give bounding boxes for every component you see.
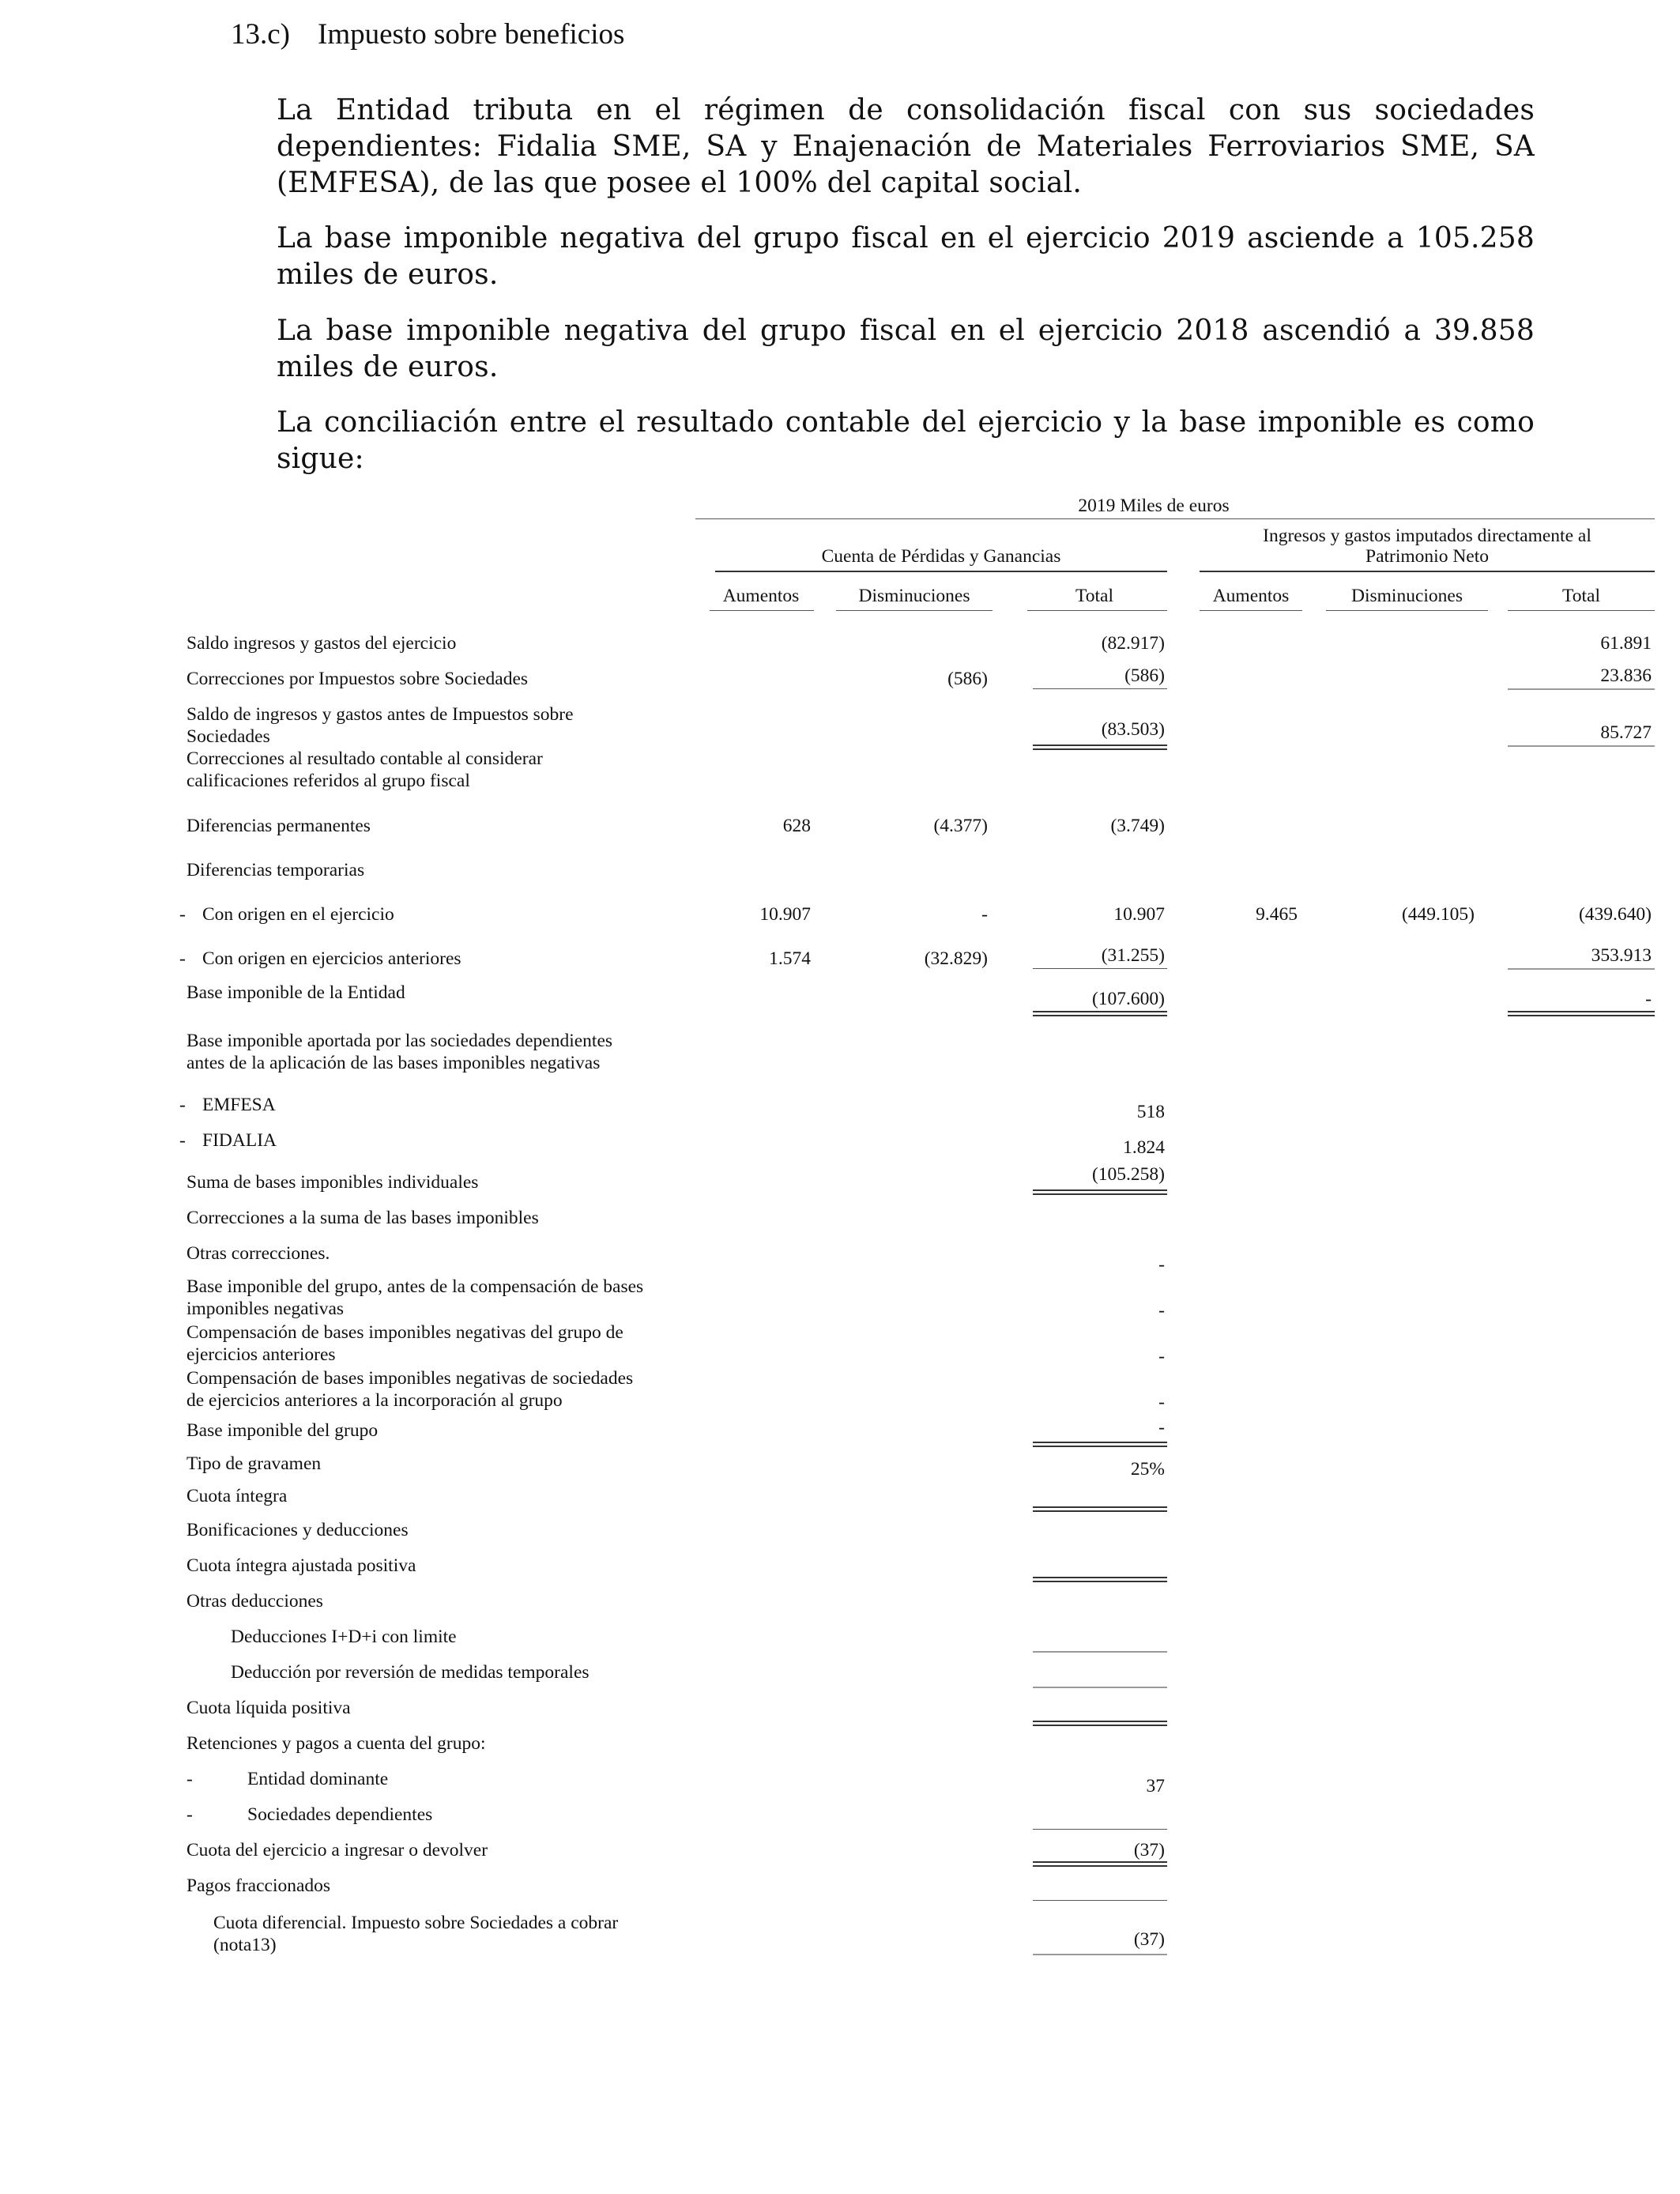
cell-origen-ejercicio-pn-total: (439.640) — [1578, 904, 1652, 925]
row-label-base-aportada-2: antes de la aplicación de las bases imponibles negativas — [186, 1053, 601, 1073]
row-label-correcciones-suma: Correcciones a la suma de las bases imponibles — [186, 1208, 539, 1228]
row-label-cuota-liquida: Cuota líquida positiva — [186, 1698, 351, 1718]
cell-entidad-dominante-total: 37 — [1146, 1776, 1165, 1796]
group-header-pyg: Cuenta de Pérdidas y Ganancias — [821, 546, 1061, 567]
row-label-retenciones: Retenciones y pagos a cuenta del grupo: — [186, 1733, 486, 1754]
row-label-correcciones-grupo-1: Correcciones al resultado contable al considerar — [186, 748, 543, 769]
row-label-fidalia: FIDALIA — [202, 1130, 277, 1151]
row-label-cuota-diferencial-1: Cuota diferencial. Impuesto sobre Sociedades a cobrar — [213, 1913, 619, 1933]
dash-origen-anteriores: - — [179, 948, 186, 969]
col-header-pn-disminuciones: Disminuciones — [1351, 586, 1463, 606]
row-label-dif-temp: Diferencias temporarias — [186, 860, 365, 880]
row-label-comp-sociedades-1: Compensación de bases imponibles negativas de sociedades — [186, 1368, 634, 1389]
col-header-total: Total — [1075, 586, 1113, 606]
rule-cuota-ejercicio — [1033, 1861, 1167, 1867]
cell-dif-perm-dis: (4.377) — [933, 816, 988, 836]
col-rule-pn-total — [1508, 610, 1655, 611]
row-label-comp-sociedades-2: de ejercicios anteriores a la incorporación al grupo — [186, 1390, 563, 1411]
cell-fidalia-total: 1.824 — [1123, 1137, 1165, 1158]
cell-origen-anteriores-aum: 1.574 — [769, 948, 811, 969]
dash-fidalia: - — [179, 1130, 186, 1151]
row-label-ded-idi: Deducciones I+D+i con limite — [231, 1627, 457, 1647]
cell-suma-bases-total: (105.258) — [1091, 1164, 1165, 1185]
cell-origen-ejercicio-pn-dis: (449.105) — [1401, 904, 1475, 925]
col-rule-total — [1027, 610, 1167, 611]
rule-base-grupo — [1033, 1442, 1167, 1447]
cell-origen-anteriores-dis: (32.829) — [924, 948, 988, 969]
rule-suma-bases — [1033, 1189, 1167, 1195]
col-rule-pn-aumentos — [1200, 610, 1302, 611]
row-label-ded-reversion: Deducción por reversión de medidas temporales — [231, 1662, 590, 1683]
rule-pagos-fraccionados — [1033, 1900, 1167, 1901]
group-header-pn-line1: Ingresos y gastos imputados directamente al — [1263, 526, 1591, 546]
row-label-saldo-antes-1: Saldo de ingresos y gastos antes de Impuestos sobre — [186, 704, 574, 725]
cell-origen-ejercicio-pn-aum: 9.465 — [1256, 904, 1298, 925]
cell-saldo-antes-pn-total: 85.727 — [1600, 722, 1652, 743]
row-label-bonificaciones: Bonificaciones y deducciones — [186, 1520, 409, 1540]
rule-correcciones-is — [1033, 688, 1167, 689]
rule-cuota-liquida — [1033, 1721, 1167, 1726]
row-label-base-grupo-antes-1: Base imponible del grupo, antes de la compensación de bases — [186, 1276, 644, 1297]
row-label-emfesa: EMFESA — [202, 1095, 276, 1115]
row-label-correcciones-grupo-2: calificaciones referidos al grupo fiscal — [186, 771, 470, 791]
row-label-cuota-integra: Cuota íntegra — [186, 1486, 288, 1506]
row-label-cuota-ejercicio: Cuota del ejercicio a ingresar o devolver — [186, 1840, 488, 1860]
row-label-saldo: Saldo ingresos y gastos del ejercicio — [186, 633, 457, 654]
row-label-entidad-dominante: Entidad dominante — [247, 1769, 389, 1789]
rule-saldo-antes-pn — [1508, 745, 1655, 747]
rule-ded-reversion — [1033, 1687, 1167, 1688]
cell-origen-ejercicio-dis: - — [981, 904, 988, 925]
rule-origen-anteriores — [1033, 968, 1167, 969]
row-label-otras-correcciones: Otras correcciones. — [186, 1243, 330, 1264]
col-header-aumentos: Aumentos — [722, 586, 800, 606]
row-label-dif-perm: Diferencias permanentes — [186, 816, 371, 836]
col-rule-aumentos — [710, 610, 814, 611]
rule-origen-anteriores-pn — [1508, 968, 1655, 970]
cell-base-entidad-total: (107.600) — [1091, 989, 1165, 1009]
cell-saldo-pn-total: 61.891 — [1600, 633, 1652, 654]
cell-correcciones-is-pn-total: 23.836 — [1600, 665, 1652, 686]
row-label-pagos-fraccionados: Pagos fraccionados — [186, 1875, 331, 1896]
cell-saldo-total: (82.917) — [1101, 633, 1165, 654]
rule-saldo-antes — [1033, 745, 1167, 750]
paragraph-consolidacion: La Entidad tributa en el régimen de consolidación fiscal con sus sociedades dependientes: Fidalia SME, SA y Enajenación de Materiales Ferroviarios SME, SA (EMFESA), de las que posee el 100% del capital social. — [277, 94, 1535, 199]
cell-otras-correcciones-total: - — [1158, 1254, 1165, 1275]
cell-correcciones-is-total: (586) — [1124, 665, 1165, 686]
col-header-disminuciones: Disminuciones — [858, 586, 970, 606]
rule-cuota-integra — [1033, 1506, 1167, 1512]
group-rule-pn — [1200, 571, 1655, 572]
row-label-base-grupo: Base imponible del grupo — [186, 1420, 379, 1441]
group-header-pn-line2: Patrimonio Neto — [1365, 546, 1489, 567]
row-label-cuota-ajustada: Cuota íntegra ajustada positiva — [186, 1555, 416, 1576]
row-label-sociedades-dep: Sociedades dependientes — [247, 1804, 433, 1825]
row-label-suma-bases: Suma de bases imponibles individuales — [186, 1172, 479, 1193]
col-rule-disminuciones — [836, 610, 993, 611]
cell-origen-anteriores-pn-total: 353.913 — [1591, 945, 1652, 966]
cell-cuota-diferencial-total: (37) — [1133, 1929, 1165, 1950]
table-year-header: 2019 Miles de euros — [1078, 496, 1230, 516]
cell-origen-ejercicio-aum: 10.907 — [759, 904, 811, 925]
rule-sociedades-dep — [1033, 1829, 1167, 1830]
paragraph-base-2019: La base imponible negativa del grupo fiscal en el ejercicio 2019 asciende a 105.258 miles de euros. — [277, 222, 1535, 291]
dash-emfesa: - — [179, 1095, 186, 1115]
rule-ded-idi — [1033, 1651, 1167, 1653]
cell-dif-perm-total: (3.749) — [1110, 816, 1165, 836]
cell-dif-perm-aum: 628 — [782, 816, 811, 836]
rule-base-entidad-pn — [1508, 1011, 1655, 1016]
cell-origen-anteriores-total: (31.255) — [1101, 945, 1165, 966]
rule-cuota-ajustada — [1033, 1577, 1167, 1582]
row-label-saldo-antes-2: Sociedades — [186, 726, 270, 747]
row-label-comp-grupo-1: Compensación de bases imponibles negativas del grupo de — [186, 1322, 623, 1343]
row-label-base-aportada-1: Base imponible aportada por las sociedades dependientes — [186, 1031, 613, 1051]
table-top-rule — [695, 518, 1655, 519]
cell-cuota-ejercicio-total: (37) — [1133, 1840, 1165, 1860]
row-label-origen-anteriores: Con origen en ejercicios anteriores — [202, 948, 461, 969]
paragraph-conciliacion-intro: La conciliación entre el resultado contable del ejercicio y la base imponible es como sigue: — [277, 406, 1535, 475]
row-label-otras-deducciones: Otras deducciones — [186, 1591, 323, 1612]
section-number: 13.c) — [231, 18, 290, 51]
row-label-cuota-diferencial-2: (nota13) — [213, 1935, 277, 1955]
rule-cuota-diferencial — [1033, 1954, 1167, 1955]
col-header-pn-aumentos: Aumentos — [1212, 586, 1290, 606]
rule-base-entidad — [1033, 1011, 1167, 1016]
dash-entidad-dominante: - — [186, 1769, 193, 1789]
row-label-comp-grupo-2: ejercicios anteriores — [186, 1344, 336, 1365]
row-label-base-grupo-antes-2: imponibles negativas — [186, 1299, 345, 1319]
col-header-pn-total: Total — [1562, 586, 1600, 606]
cell-correcciones-is-dis: (586) — [947, 669, 988, 689]
cell-base-entidad-pn-total: - — [1645, 989, 1652, 1009]
cell-base-grupo-total: - — [1158, 1417, 1165, 1438]
cell-tipo-total: 25% — [1130, 1459, 1165, 1480]
group-rule-pyg — [715, 571, 1167, 572]
section-title: Impuesto sobre beneficios — [318, 18, 625, 51]
cell-base-grupo-antes-total: - — [1158, 1300, 1165, 1321]
cell-origen-ejercicio-total: 10.907 — [1113, 904, 1165, 925]
row-label-base-entidad: Base imponible de la Entidad — [186, 982, 405, 1003]
cell-emfesa-total: 518 — [1136, 1102, 1165, 1122]
rule-correcciones-is-pn — [1508, 688, 1655, 690]
row-label-tipo: Tipo de gravamen — [186, 1453, 322, 1474]
cell-comp-grupo-total: - — [1158, 1346, 1165, 1367]
dash-origen-ejercicio: - — [179, 904, 186, 925]
section-heading — [231, 17, 624, 51]
cell-comp-sociedades-total: - — [1158, 1392, 1165, 1412]
row-label-origen-ejercicio: Con origen en el ejercicio — [202, 904, 394, 925]
paragraph-base-2018: La base imponible negativa del grupo fiscal en el ejercicio 2018 ascendió a 39.858 miles de euros. — [277, 315, 1535, 383]
col-rule-pn-disminuciones — [1326, 610, 1488, 611]
row-label-correcciones-is: Correcciones por Impuestos sobre Sociedades — [186, 669, 529, 689]
cell-saldo-antes-total: (83.503) — [1101, 719, 1165, 740]
dash-sociedades-dep: - — [186, 1804, 193, 1825]
